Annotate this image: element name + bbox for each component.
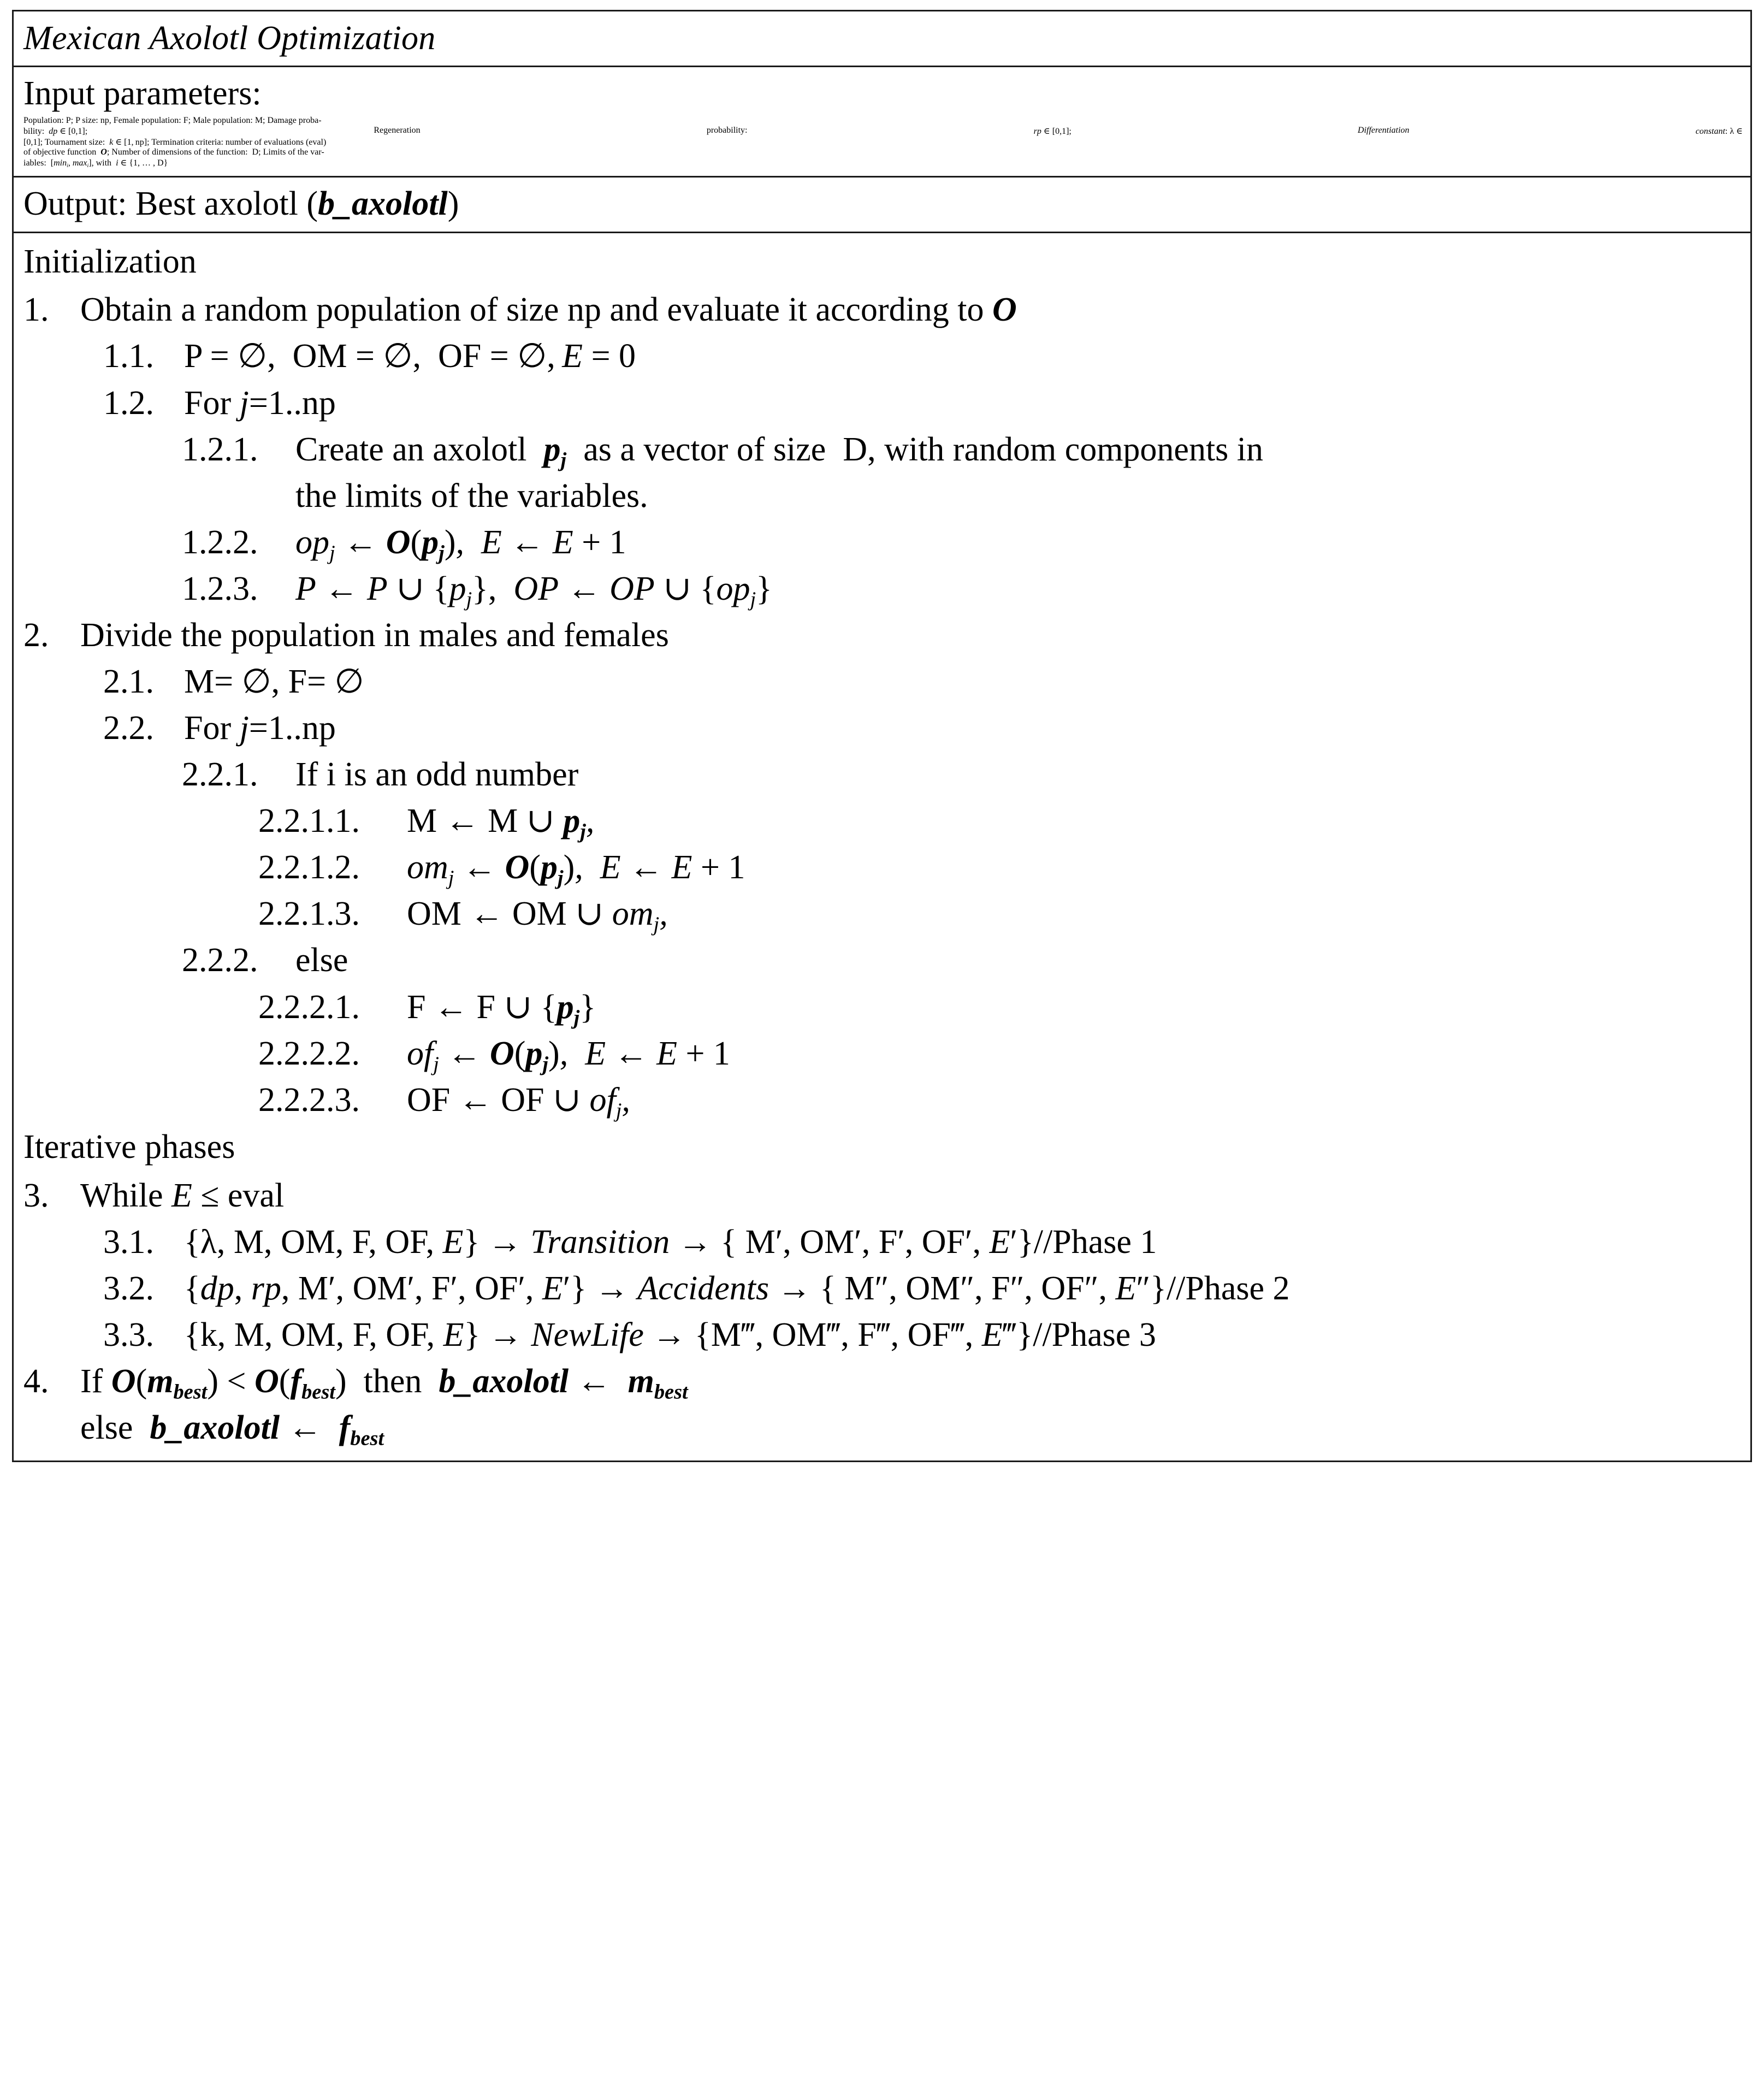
step-2-2-1-number: 2.2.1. bbox=[182, 756, 258, 794]
step-2-2-2-3-formula: OF ← OF ∪ $of_j$, bbox=[407, 1081, 630, 1122]
step-2-2-1-2 bbox=[258, 845, 1743, 890]
step-1-2-3 bbox=[182, 566, 1743, 612]
step-2-2-text: For j=1..np bbox=[184, 709, 336, 747]
step-1-2-3-number: 1.2.3. bbox=[182, 570, 258, 607]
step-3-1-number: 3.1. bbox=[103, 1223, 154, 1261]
input-line-2: bility: dp ∈ [0,1]; Regeneration probability: rp ∈ [0,1]; Differentiation constant: λ ∈ bbox=[23, 125, 1743, 136]
step-4-else-text: else b_axolotl ← $f_{best}$ bbox=[80, 1409, 384, 1450]
output-line bbox=[14, 178, 1750, 232]
algorithm-box bbox=[12, 10, 1752, 1462]
output-label: Output: Best axolotl ( bbox=[23, 185, 318, 222]
step-3-3-formula: {k, M, OM, F, OF, E} → NewLife → {M‴, OM‴, F‴, OF‴, E‴}//Phase 3 bbox=[184, 1316, 1156, 1353]
step-3-number: 3. bbox=[23, 1176, 49, 1214]
input-parameters-heading: Input parameters: bbox=[23, 75, 262, 113]
input-line-4: of objective function O; Number of dimensions of the function: D; Limits of the var- bbox=[23, 147, 324, 157]
algorithm-title: Mexican Axolotl Optimization bbox=[23, 20, 436, 57]
step-1-1-text: P = ∅, OM = ∅, OF = ∅, E = 0 bbox=[184, 338, 636, 375]
input-line-1: Population: P; P size: np, Female population: F; Male population: M; Damage proba- bbox=[23, 115, 322, 125]
step-1-1-number: 1.1. bbox=[103, 338, 154, 375]
step-1-text: Obtain a random population of size np and evaluate it according to O bbox=[80, 291, 1017, 329]
step-2-2-2-3 bbox=[258, 1078, 1743, 1123]
step-4-condition: If $O(m_{best}) < O(f_{best})$ then b_axolotl ← $m_{best}$ bbox=[80, 1362, 688, 1404]
step-1-2-3-formula: P ← P ∪ $\{p_j\}$, OP ← OP ∪ $\{op_j\}$ bbox=[295, 570, 772, 611]
input-line-3: [0,1]; Tournament size: k ∈ [1, np]; Termination criteria: number of evaluations (eval) bbox=[23, 137, 327, 147]
step-3-2 bbox=[103, 1266, 1743, 1311]
step-2-2-1-2-formula: $om_j$ ← $O(p_j)$, E ← E + 1 bbox=[407, 849, 745, 890]
step-1-2-1-text: Create an axolotl $p_j$ as a vector of size D, with random components in bbox=[295, 430, 1264, 472]
step-2-2-2-1-number: 2.2.2.1. bbox=[258, 988, 360, 1026]
step-2-2-2-2-number: 2.2.2.2. bbox=[258, 1034, 360, 1072]
step-1-2 bbox=[103, 381, 1743, 426]
output-band bbox=[14, 178, 1750, 233]
step-2-2-2-text: else bbox=[295, 942, 348, 979]
step-2-2-number: 2.2. bbox=[103, 709, 154, 747]
step-2-2-2-3-number: 2.2.2.3. bbox=[258, 1081, 360, 1119]
step-1-2-text: For j=1..np bbox=[184, 384, 336, 422]
step-1-2-1 bbox=[182, 427, 1743, 472]
step-2-2-2-1 bbox=[258, 985, 1743, 1030]
input-parameters-band bbox=[14, 67, 1750, 178]
step-1-2-1-continued: the limits of the variables. bbox=[295, 477, 648, 515]
step-2-2-1-text: If i is an odd number bbox=[295, 756, 579, 794]
step-3-3 bbox=[103, 1312, 1743, 1358]
step-2-2-1-2-number: 2.2.1.2. bbox=[258, 849, 360, 886]
step-2-2-2 bbox=[182, 938, 1743, 983]
step-3 bbox=[23, 1173, 1743, 1219]
step-1-2-number: 1.2. bbox=[103, 384, 154, 422]
step-1-number: 1. bbox=[23, 291, 49, 329]
step-2-2-1 bbox=[182, 752, 1743, 797]
output-close: ) bbox=[447, 185, 459, 222]
step-2-1-text: M= ∅, F= ∅ bbox=[184, 663, 364, 700]
algorithm-body-band bbox=[14, 233, 1750, 1461]
step-2-2-1-1-number: 2.2.1.1. bbox=[258, 802, 360, 840]
step-2-2-2-2-formula: $of_j$ ← $O(p_j)$, E ← E + 1 bbox=[407, 1034, 730, 1076]
step-4-number: 4. bbox=[23, 1362, 49, 1400]
step-1-1 bbox=[103, 334, 1743, 379]
step-2-2-1-1-formula: M ← M ∪ $p_j$, bbox=[407, 802, 595, 843]
step-2-2-1-3-formula: OM ← OM ∪ $om_j$, bbox=[407, 895, 668, 936]
section-initialization: Initialization bbox=[23, 243, 197, 280]
step-4 bbox=[23, 1359, 1743, 1404]
step-2-number: 2. bbox=[23, 616, 49, 654]
step-1-2-2-number: 1.2.2. bbox=[182, 523, 258, 561]
step-2-2-2-1-formula: F ← F ∪ $\{p_j\}$ bbox=[407, 988, 596, 1030]
step-2-2-1-3-number: 2.2.1.3. bbox=[258, 895, 360, 933]
step-4-else bbox=[80, 1405, 1743, 1451]
step-2-2-1-3 bbox=[258, 891, 1743, 937]
step-3-1 bbox=[103, 1220, 1743, 1265]
step-1-2-2 bbox=[182, 520, 1743, 565]
step-2 bbox=[23, 613, 1743, 658]
step-3-2-number: 3.2. bbox=[103, 1269, 154, 1307]
step-3-3-number: 3.3. bbox=[103, 1316, 154, 1353]
step-2-1-number: 2.1. bbox=[103, 663, 154, 700]
step-1-2-2-formula: $op_j$ ← $O(p_j)$, E ← E + 1 bbox=[295, 523, 626, 565]
step-1 bbox=[23, 287, 1743, 333]
output-variable: b_axolotl bbox=[318, 185, 448, 222]
step-3-1-formula: {λ, M, OM, F, OF, E} → Transition → { M′, OM′, F′, OF′, E′}//Phase 1 bbox=[184, 1223, 1157, 1261]
step-2-2-1-1 bbox=[258, 799, 1743, 844]
step-1-2-1-number: 1.2.1. bbox=[182, 430, 258, 468]
step-2-1 bbox=[103, 659, 1743, 705]
input-line-5: iables: [$\min_i$, $\max_i$], with i ∈ {1, … , D} bbox=[23, 158, 168, 169]
step-2-2-2-2 bbox=[258, 1031, 1743, 1077]
step-2-2-2-number: 2.2.2. bbox=[182, 942, 258, 979]
step-2-2 bbox=[103, 706, 1743, 751]
step-3-text: While E ≤ eval bbox=[80, 1176, 285, 1214]
objective-symbol: O bbox=[992, 291, 1017, 329]
algorithm-title-band bbox=[14, 11, 1750, 67]
step-3-2-formula: {dp, rp, M′, OM′, F′, OF′, E′} → Accidents → { M″, OM″, F″, OF″, E″}//Phase 2 bbox=[184, 1269, 1290, 1307]
step-2-text: Divide the population in males and females bbox=[80, 616, 669, 654]
section-iterative-phases: Iterative phases bbox=[23, 1128, 235, 1166]
